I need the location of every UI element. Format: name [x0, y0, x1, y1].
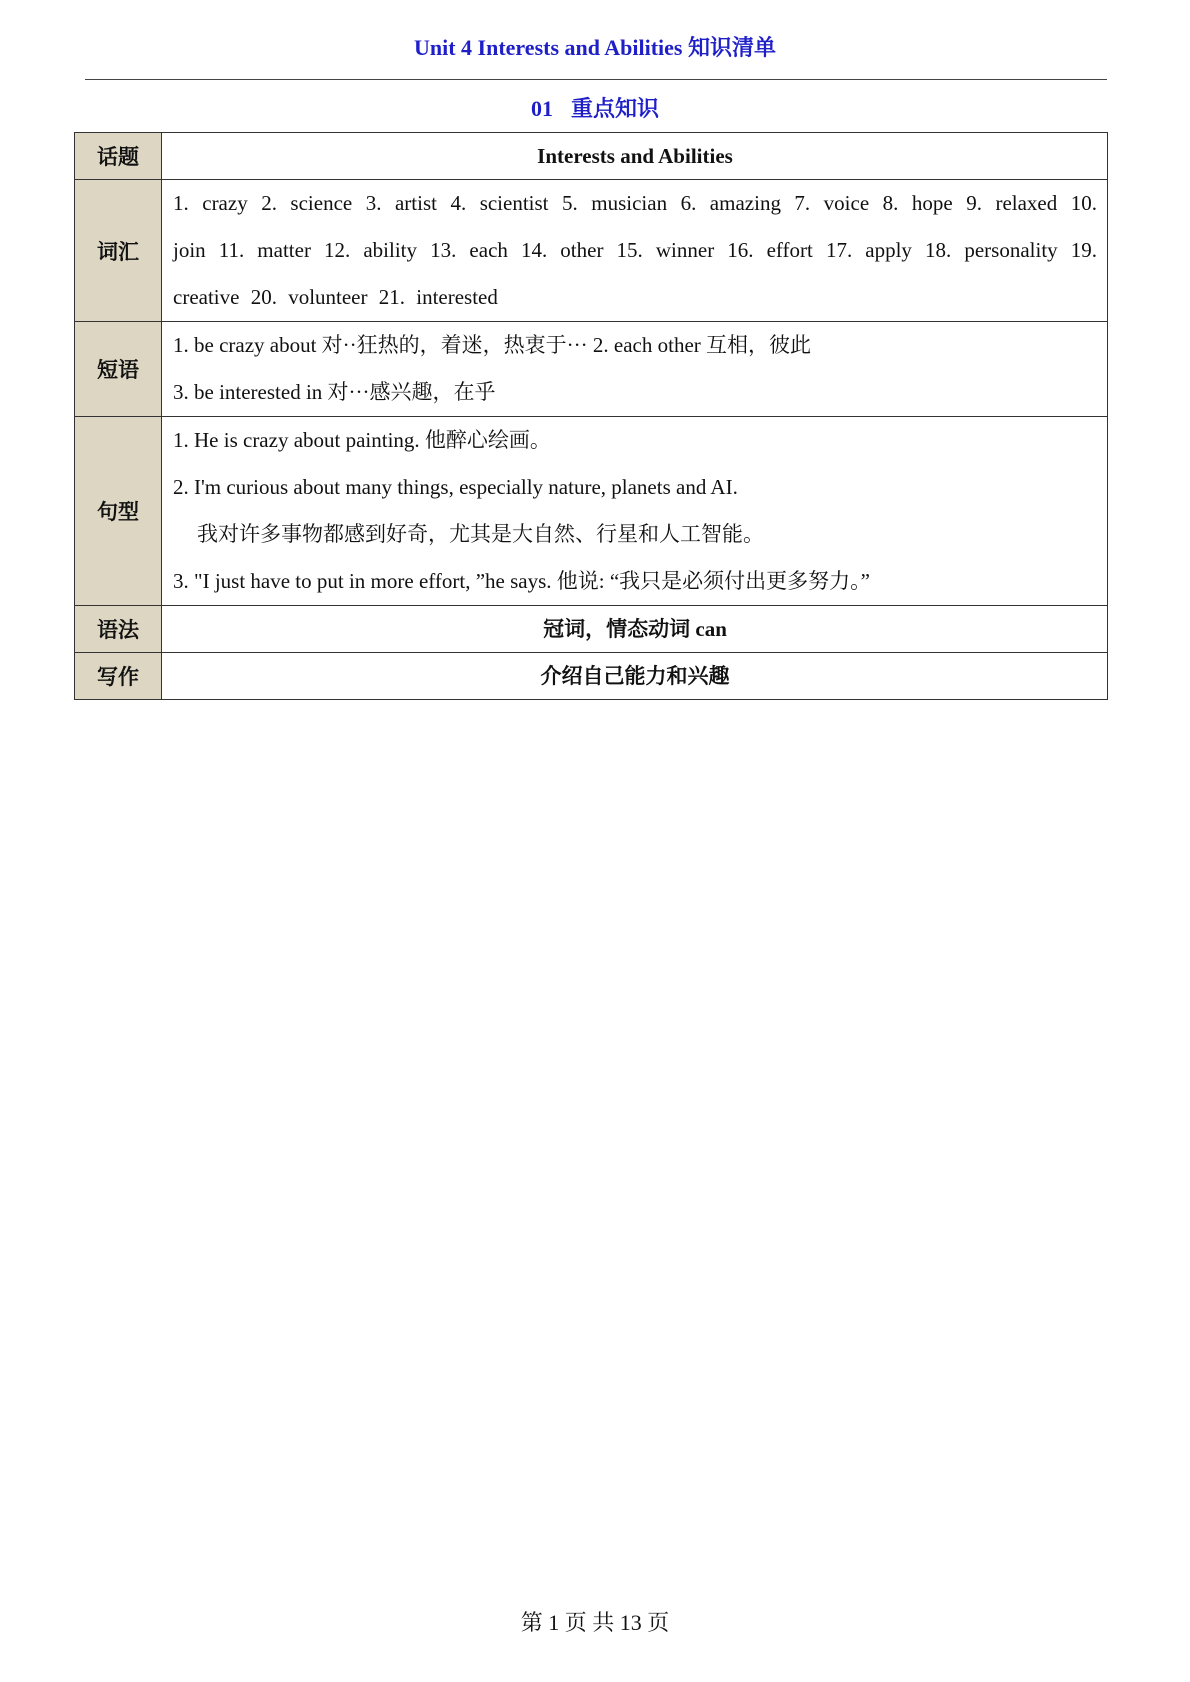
table-row-writing — [75, 653, 1108, 700]
sentence-translation: 我对许多事物都感到好奇，尤其是大自然、行星和人工智能。 — [197, 522, 764, 546]
vocabulary-label: 词汇 — [75, 180, 162, 322]
phrase-line: 3. be interested in 对···感兴趣，在乎 — [173, 380, 496, 404]
page-number: 第 1 页 共 13 页 — [520, 1610, 670, 1635]
table-row-vocabulary — [75, 180, 1108, 322]
sentences-label: 句型 — [75, 417, 162, 606]
phrases-content — [162, 322, 1108, 417]
vocabulary-list: 1. crazy 2. science 3. artist 4. scientist 5. musician 6. amazing 7. voice 8. hope 9. relaxed 10. join 11. matter 12. ability 13. each 14. other 15. winner 16. effort 17. apply 18. personality 19. creative 20. volunteer 21. interested — [162, 180, 1108, 322]
sentences-content — [162, 417, 1108, 606]
table-row-phrases — [75, 322, 1108, 417]
table-row-topic — [75, 133, 1108, 180]
table-row-sentences — [75, 417, 1108, 606]
document-title: Unit 4 Interests and Abilities 知识清单 — [413, 35, 776, 60]
grammar-label: 语法 — [75, 606, 162, 653]
writing-value: 介绍自己能力和兴趣 — [162, 653, 1108, 700]
knowledge-table — [74, 132, 1108, 700]
section-title: 重点知识 — [570, 96, 659, 121]
table-row-grammar — [75, 606, 1108, 653]
header-divider — [85, 79, 1107, 80]
sentence-line: 2. I'm curious about many things, especially nature, planets and AI. — [173, 475, 738, 499]
sentence-line: 1. He is crazy about painting. 他醉心绘画。 — [173, 428, 551, 452]
topic-value: Interests and Abilities — [162, 133, 1108, 180]
grammar-value: 冠词，情态动词 can — [162, 606, 1108, 653]
phrase-line: 1. be crazy about 对··狂热的，着迷，热衷于··· 2. each other 互相，彼此 — [173, 333, 812, 357]
section-number: 01 — [530, 96, 553, 121]
section-heading — [0, 94, 1190, 124]
sentence-line: 3. "I just have to put in more effort, ”he says. 他说: “我只是必须付出更多努力。” — [173, 569, 870, 593]
writing-label: 写作 — [75, 653, 162, 700]
phrases-label: 短语 — [75, 322, 162, 417]
topic-label: 话题 — [75, 133, 162, 180]
